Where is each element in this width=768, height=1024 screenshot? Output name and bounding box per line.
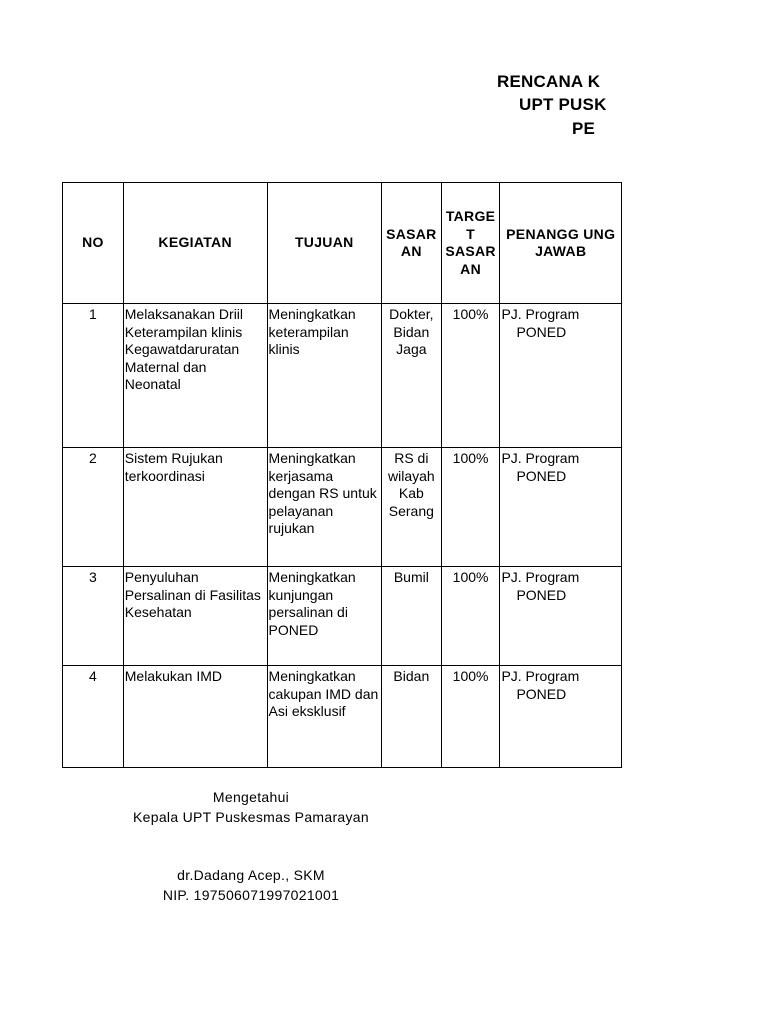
cell-penanggung-jawab (500, 666, 622, 768)
pj-line-2: PONED (516, 467, 567, 484)
cell-target: 100% (441, 448, 500, 567)
title-line-2: UPT PUSK (519, 95, 607, 114)
activity-table-container (62, 182, 616, 770)
activity-table (62, 182, 622, 768)
cell-sasaran: Bumil (381, 567, 441, 666)
cell-target: 100% (441, 567, 500, 666)
cell-no: 1 (63, 304, 124, 448)
header-no: NO (63, 183, 124, 304)
table-row (63, 448, 622, 567)
cell-kegiatan: Sistem Rujukan terkoordinasi (123, 448, 267, 567)
cell-no: 2 (63, 448, 124, 567)
table-row (63, 666, 622, 768)
cell-no: 3 (63, 567, 124, 666)
cell-sasaran: RS di wilayah Kab Serang (381, 448, 441, 567)
cell-kegiatan: Melakukan IMD (123, 666, 267, 768)
pj-line-2: PONED (516, 323, 567, 340)
pj-line-1: PJ. Program (501, 306, 580, 322)
header-target: TARGE T SASAR AN (441, 183, 500, 304)
cell-sasaran: Bidan (381, 666, 441, 768)
cell-kegiatan: Melaksanakan Driil Keterampilan klinis Kegawatdaruratan Maternal dan Neonatal (123, 304, 267, 448)
table-row (63, 567, 622, 666)
cell-kegiatan: Penyuluhan Persalinan di Fasilitas Kesehatan (123, 567, 267, 666)
signature-nip: NIP. 197506071997021001 (162, 887, 340, 903)
pj-line-1: PJ. Program (501, 450, 580, 466)
title-line-3: PE (572, 119, 596, 138)
cell-tujuan: Meningkatkan kunjungan persalinan di PONED (267, 567, 381, 666)
header-penanggung-jawab: PENANGG UNG JAWAB (500, 183, 622, 304)
pj-line-2: PONED (516, 586, 567, 603)
cell-tujuan: Meningkatkan cakupan IMD dan Asi eksklusif (267, 666, 381, 768)
header-tujuan: TUJUAN (267, 183, 381, 304)
cell-penanggung-jawab (500, 304, 622, 448)
signature-name: dr.Dadang Acep., SKM (177, 867, 325, 883)
document-title (0, 66, 607, 146)
signature-position: Kepala UPT Puskesmas Pamarayan (133, 809, 369, 825)
cell-sasaran: Dokter, Bidan Jaga (381, 304, 441, 448)
header-sasaran: SASAR AN (381, 183, 441, 304)
cell-target: 100% (441, 304, 500, 448)
cell-penanggung-jawab (500, 567, 622, 666)
cell-penanggung-jawab (500, 448, 622, 567)
pj-line-2: PONED (516, 685, 567, 702)
cell-tujuan: Meningkatkan kerjasama dengan RS untuk pelayanan rujukan (267, 448, 381, 567)
pj-line-1: PJ. Program (501, 569, 580, 585)
cell-no: 4 (63, 666, 124, 768)
header-kegiatan: KEGIATAN (123, 183, 267, 304)
pj-line-1: PJ. Program (501, 668, 580, 684)
signature-acknowledged: Mengetahui (212, 789, 290, 805)
cell-target: 100% (441, 666, 500, 768)
table-row (63, 304, 622, 448)
table-header-row (63, 183, 622, 304)
cell-tujuan: Meningkatkan keterampilan klinis (267, 304, 381, 448)
title-line-1: RENCANA K (497, 72, 601, 91)
